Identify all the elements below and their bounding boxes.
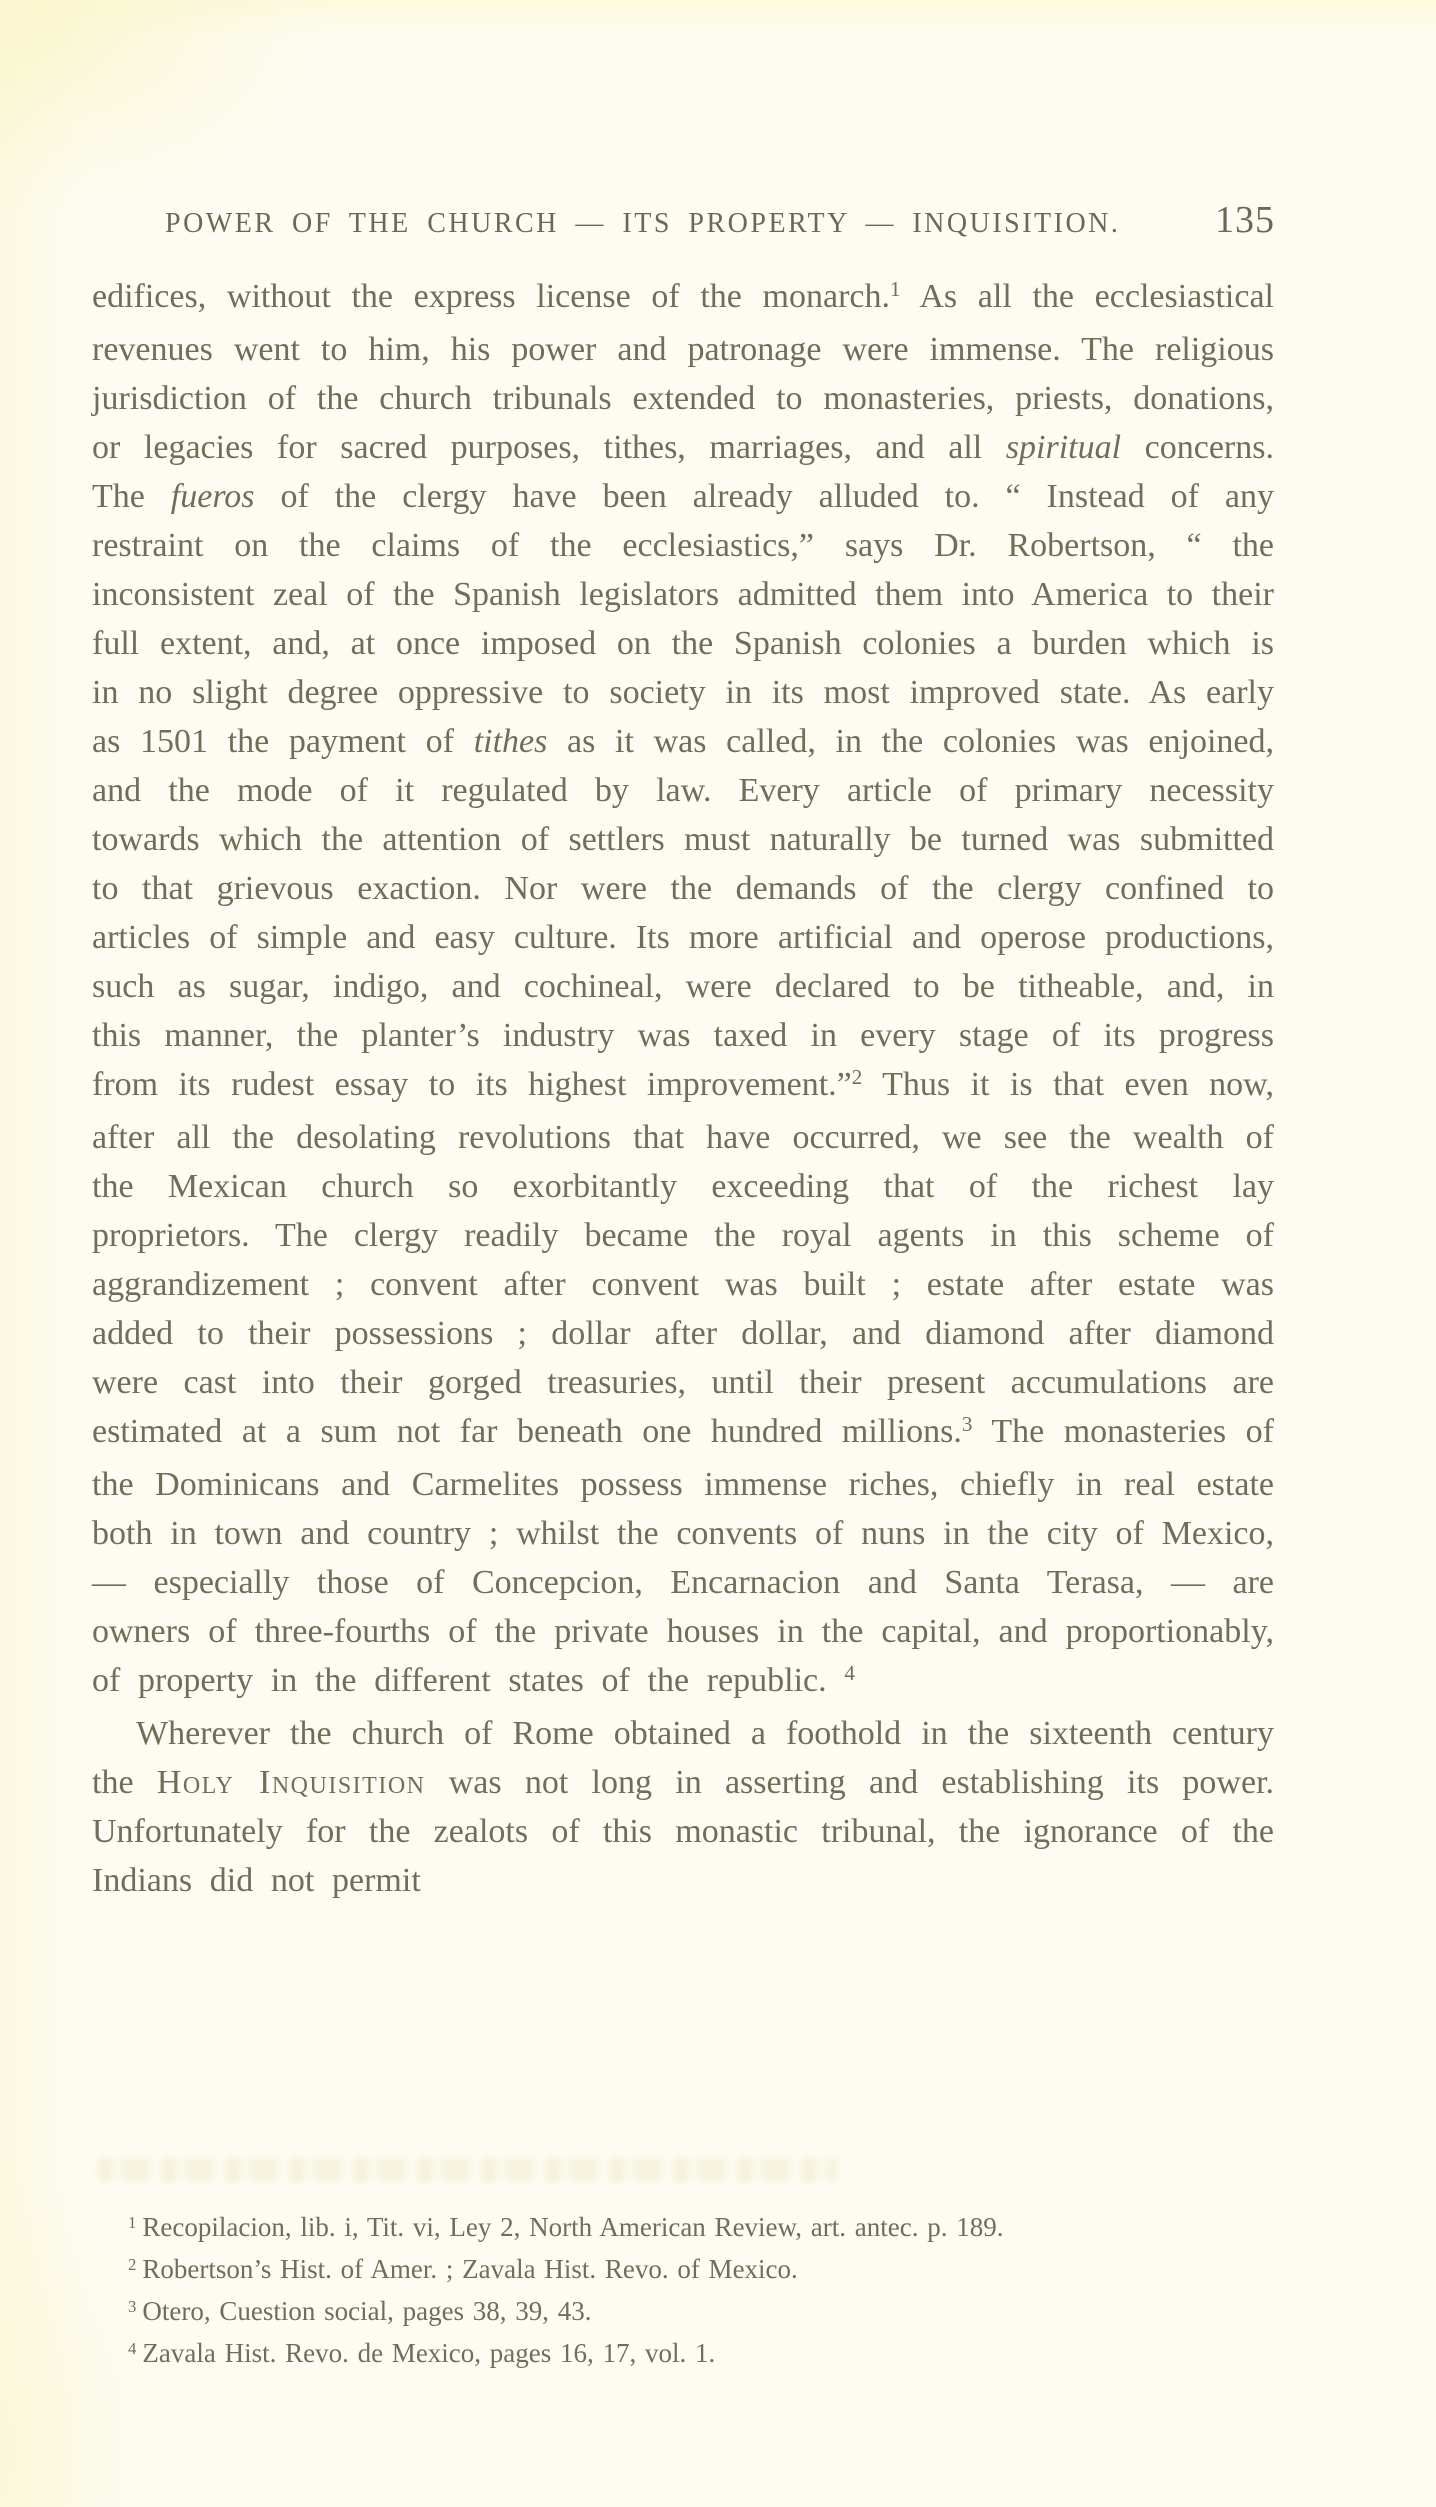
footnotes: [96, 2208, 1276, 2376]
footnote: [96, 2250, 1276, 2292]
footnote-reference: 2: [851, 1065, 863, 1090]
text-segment: As all the ecclesiastical revenues went to him, his power and patronage were immense. The religious jurisdiction of the church tribunals extended to monasteries, priests, donations, or legacies for sacred purposes, tithes, marriages, and all: [92, 278, 1274, 466]
paragraph: [92, 272, 1274, 1709]
footnote-text: Otero, Cuestion social, pages 38, 39, 43.: [142, 2296, 592, 2326]
text-segment: Holy Inquisition: [156, 1764, 426, 1801]
footnote-marker: 1: [128, 2212, 137, 2232]
text-segment: concerns. The: [92, 429, 1274, 515]
page-header: [95, 198, 1275, 242]
text-segment: as it was called, in the colonies was enjoined, and the mode of it regulated by law. Every article of primary necessity towards which the attention of settlers must naturally be turned was submitted to that grievous exaction. Nor were the demands of the clergy confined to articles of simple and easy culture. Its more artificial and operose productions, such as sugar, indigo, and cochineal, were declared to be titheable, and, in this manner, the planter’s industry was taxed in every stage of its progress from its rudest essay to its highest improvement.”: [92, 723, 1275, 1103]
footnote-reference: 3: [961, 1412, 973, 1437]
footnote-marker: 3: [128, 2296, 137, 2316]
text-segment: fueros: [170, 478, 255, 515]
text-segment: Wherever the church of Rome obtained a foothold in the sixteenth century the: [92, 1715, 1274, 1801]
footnote-marker: 2: [128, 2254, 137, 2274]
footnote-text: Zavala Hist. Revo. de Mexico, pages 16, 17, vol. 1.: [142, 2338, 716, 2368]
page-number: 135: [1215, 199, 1275, 241]
body-text: [92, 272, 1274, 1905]
running-head: POWER OF THE CHURCH — ITS PROPERTY — INQUISITION.: [165, 208, 1121, 239]
paragraph: [92, 1709, 1274, 1905]
text-segment: Thus it is that even now, after all the desolating revolutions that have occurred, we see the wealth of the Mexican church so exorbitantly exceeding that of the richest lay proprietors. The clergy readily became the royal agents in this scheme of aggrandizement ; convent after convent was built ; estate after estate was added to their possessions ; dollar after dollar, and diamond after diamond were cast into their gorged treasuries, until their present accumulations are estimated at a sum not far beneath one hundred millions.: [92, 1066, 1274, 1450]
footnote-reference: 1: [890, 277, 901, 302]
footnote-text: Robertson’s Hist. of Amer. ; Zavala Hist. Revo. of Mexico.: [142, 2254, 798, 2284]
footnote-reference: 4: [844, 1661, 855, 1686]
footnote: [96, 2292, 1276, 2334]
text-segment: edifices, without the express license of the monarch.: [92, 278, 891, 315]
footnote: [96, 2334, 1276, 2376]
text-segment: of the clergy have been already alluded to. “ Instead of any restraint on the claims of the ecclesiastics,” says Dr. Robertson, “ the inconsistent zeal of the Spanish legislators admitted them into America to their full extent, and, at once imposed on the Spanish colonies a burden which is in no slight degree oppressive to society in its most improved state. As early as 1501 the payment of: [92, 478, 1274, 760]
footnote: [96, 2208, 1276, 2250]
text-segment: spiritual: [1005, 429, 1122, 466]
text-segment: tithes: [473, 723, 548, 760]
text-segment: was not long in asserting and establishing its power. Unfortunately for the zealots of this monastic tribunal, the ignorance of the Indians did not permit: [92, 1764, 1275, 1899]
footnote-marker: 4: [128, 2338, 137, 2358]
bleed-through-artifact: [98, 2158, 838, 2182]
text-segment: The monasteries of the Dominicans and Carmelites possess immense riches, chiefly in real estate both in town and country ; whilst the convents of nuns in the city of Mexico, — especially those of Concepcion, Encarnacion and Santa Terasa, — are owners of three-fourths of the private houses in the capital, and proportionably, of property in the different states of the republic.: [92, 1413, 1274, 1699]
footnote-text: Recopilacion, lib. i, Tit. vi, Ley 2, North American Review, art. antec. p. 189.: [142, 2212, 1004, 2242]
